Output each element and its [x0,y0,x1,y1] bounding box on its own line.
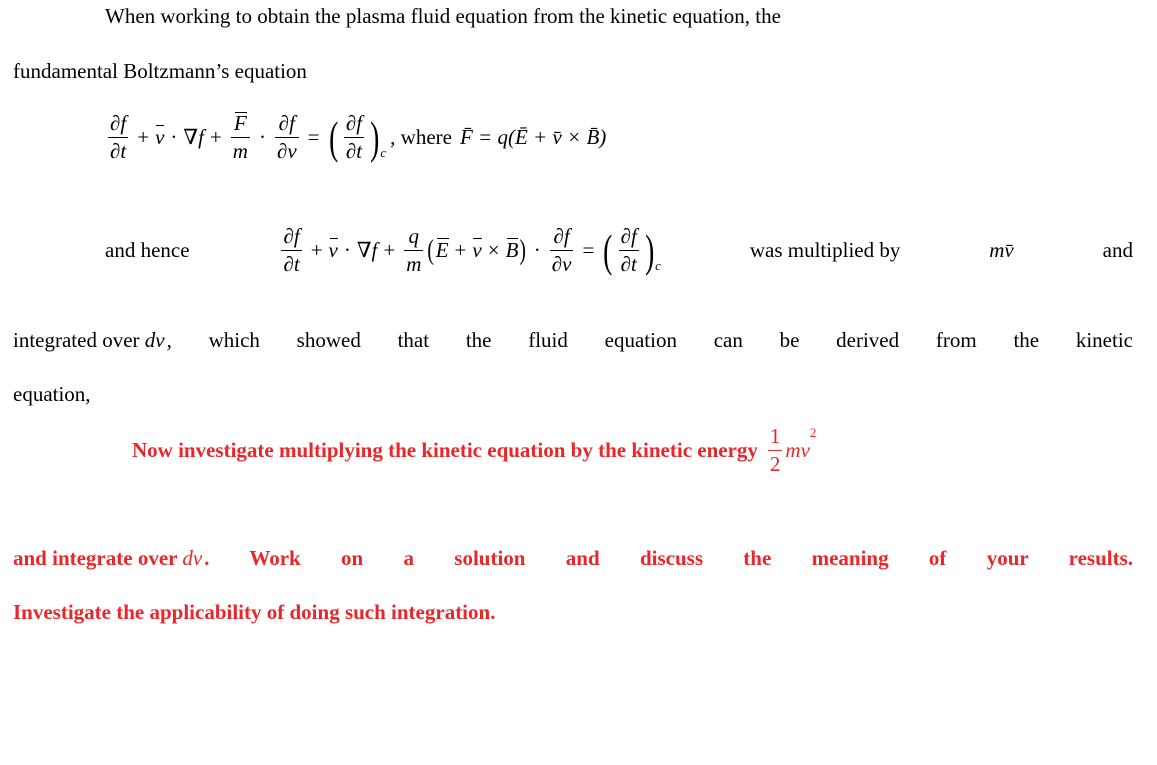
and-hence-text: and hence [105,238,190,263]
integrated-line: integrated over dv , which showed that the fluid equation can be derived from the kinetic [13,328,1133,352]
task-line-1: Now investigate multiplying the kinetic equation by the kinetic energy $\frac{1}{2}$ mv $^2$ [132,424,817,477]
task-line-2: and integrate over dv . Work on a solution and discuss the meaning of your results. [13,546,1133,570]
task-line-3: Investigate the applicability of doing such integration. [13,600,496,624]
mv-symbol: mv̄ [989,238,1014,263]
equation-word-line: equation, [13,382,91,406]
equation-line-2: and hence $\frac{\partial f}{\partial t}$ + v · ∇ f + $\frac{q}{m}$ ( E + v × B ) · $\frac{\partial f}{\partial v}$ = ( $\frac{\partial f}{\partial t}$ ) c was multiplied by mv̄ and [105,224,1133,277]
intro-line-2: fundamental Boltzmann’s equation [13,59,307,83]
intro-line-1: When working to obtain the plasma fluid equation from the kinetic equation, the [105,4,781,28]
where-text: , where [390,125,452,150]
boltzmann-equation: $\frac{\partial f}{\partial t}$ + v · ∇ f + $\frac{F}{m}$ · $\frac{\partial f}{\partial v}$ = ( $\frac{\partial f}{\partial t}$ ) c , where F̄ = q(Ē + v̄ × B̄) [110,111,607,164]
force-definition: F̄ = q(Ē + v̄ × B̄) [459,125,607,150]
was-multiplied-text: was multiplied by [749,238,901,263]
and-text: and [1102,238,1133,263]
